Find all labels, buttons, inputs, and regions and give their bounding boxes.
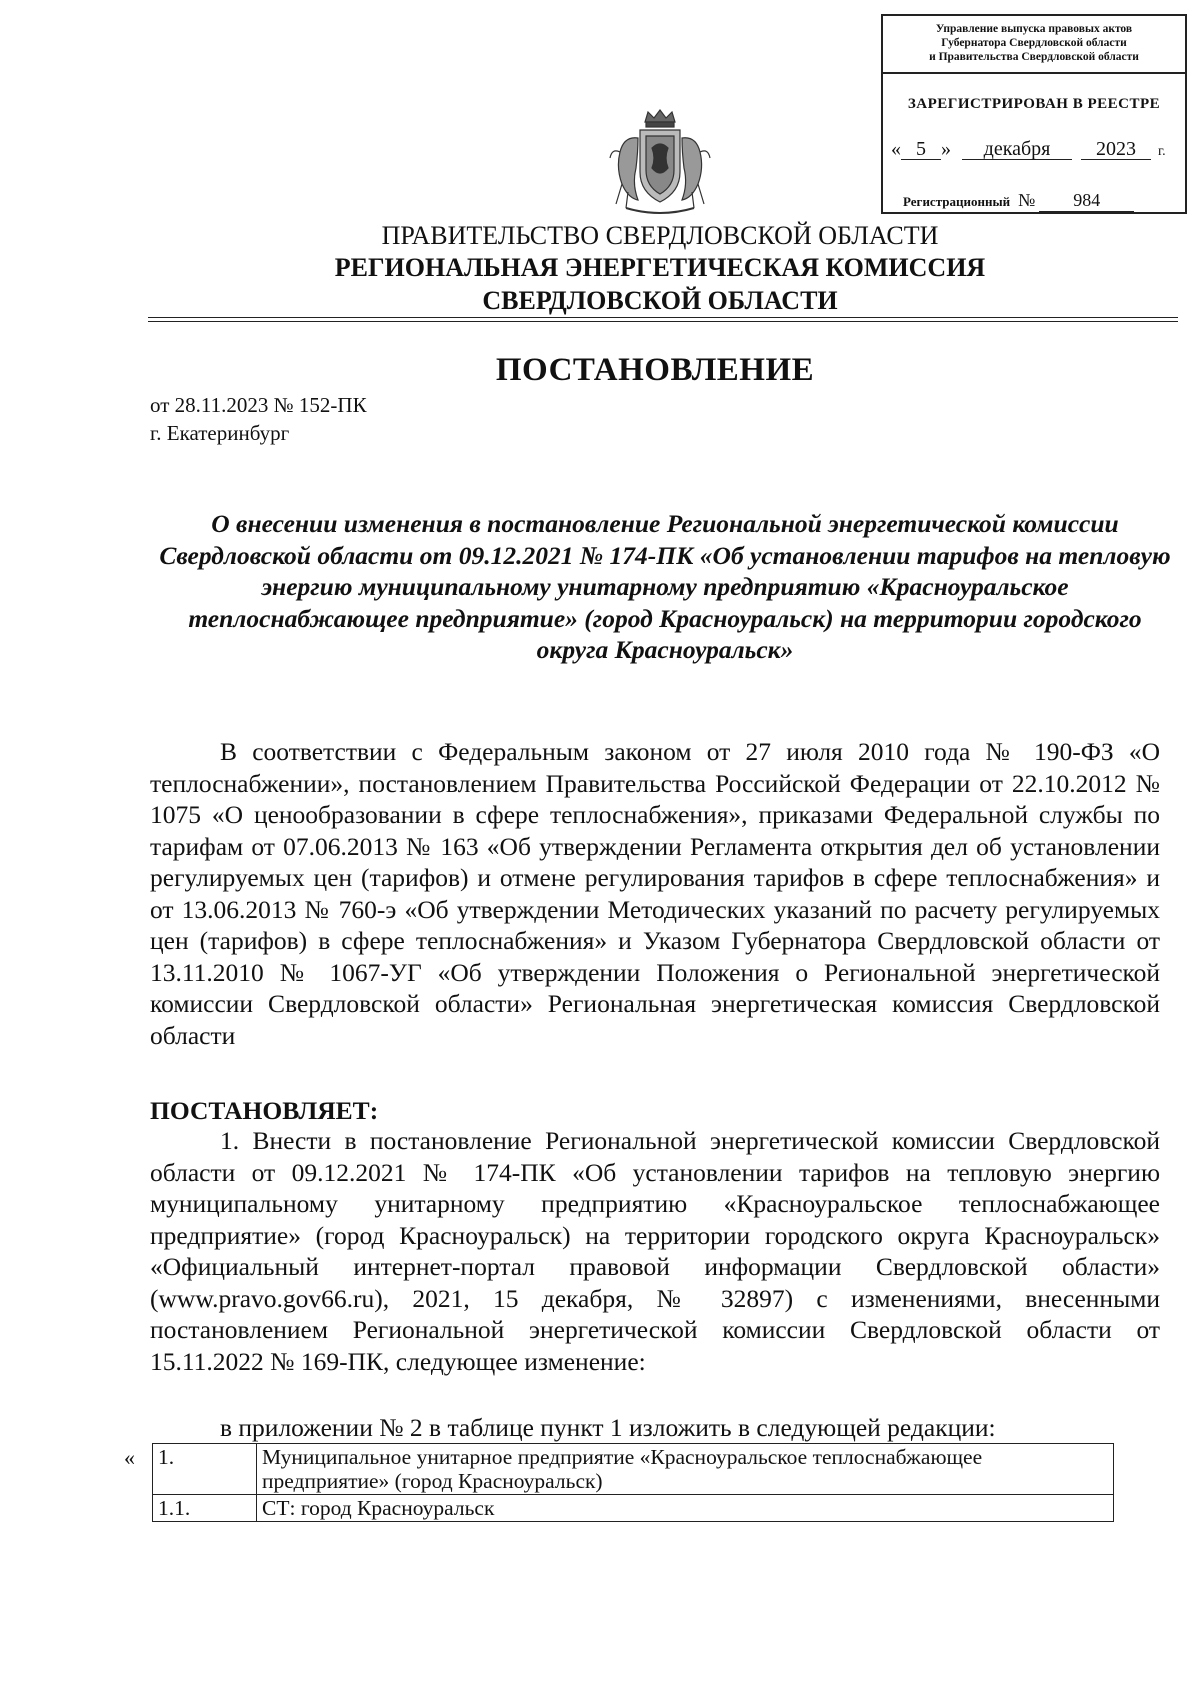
stamp-date-year: 2023 bbox=[1081, 139, 1151, 160]
registration-stamp bbox=[881, 14, 1187, 214]
stamp-registration-number bbox=[903, 190, 1134, 212]
stamp-date-open-quote: « bbox=[891, 138, 901, 160]
stamp-header-line: и Правительства Свердловской области bbox=[929, 51, 1139, 63]
stamp-date-suffix: г. bbox=[1158, 144, 1166, 159]
document-title: О внесении изменения в постановление Региональной энергетической комиссии Свердловской области от 09.12.2021 № 174-ПК «Об установлении тарифов на тепловую энергию муниципальному унитарному предприятию «Красноуральское теплоснабжающее предприятие» (город Красноуральск) на территории городского округа Красноуральск» bbox=[159, 509, 1171, 664]
stamp-reg-number: 984 bbox=[1039, 190, 1134, 212]
table-row bbox=[153, 1495, 1114, 1522]
stamp-registered-label: ЗАРЕГИСТРИРОВАН В РЕЕСТРЕ bbox=[907, 96, 1161, 112]
table-cell-text: СТ: город Красноуральск bbox=[257, 1495, 1114, 1522]
stamp-date bbox=[891, 138, 1166, 161]
decree-word: ПОСТАНОВЛЯЕТ: bbox=[150, 1096, 379, 1125]
table-open-quote: « bbox=[124, 1445, 135, 1470]
header-divider bbox=[148, 317, 1178, 318]
org-name-line1: ПРАВИТЕЛЬСТВО СВЕРДЛОВСКОЙ ОБЛАСТИ bbox=[381, 221, 939, 250]
stamp-divider bbox=[883, 72, 1185, 74]
stamp-date-close-quote: » bbox=[941, 138, 951, 160]
stamp-header-line: Губернатора Свердловской области bbox=[941, 37, 1127, 49]
stamp-reg-label: Регистрационный bbox=[903, 194, 1011, 209]
item-1-subparagraph: в приложении № 2 в таблице пункт 1 изложить в следующей редакции: bbox=[220, 1413, 996, 1442]
tariff-table bbox=[152, 1443, 1114, 1522]
org-name-line2: РЕГИОНАЛЬНАЯ ЭНЕРГЕТИЧЕСКАЯ КОМИССИЯ bbox=[334, 253, 986, 282]
table-cell-number: 1. bbox=[153, 1444, 257, 1495]
stamp-header-line: Управление выпуска правовых актов bbox=[935, 23, 1133, 35]
table-cell-number: 1.1. bbox=[153, 1495, 257, 1522]
sverdlovsk-coat-of-arms-icon bbox=[590, 108, 730, 216]
header-divider-thin bbox=[148, 321, 1178, 322]
document-number: от 28.11.2023 № 152-ПК bbox=[150, 393, 367, 417]
stamp-date-day: 5 bbox=[901, 139, 941, 160]
table-row bbox=[153, 1444, 1114, 1495]
table-cell-text: Муниципальное унитарное предприятие «Красноуральское теплоснабжающее предприятие» (город Красноуральск) bbox=[257, 1444, 1114, 1495]
document-city: г. Екатеринбург bbox=[150, 421, 290, 445]
preamble-paragraph: В соответствии с Федеральным законом от 27 июля 2010 года № 190-ФЗ «О теплоснабжении», постановлением Правительства Российской Федерации от 22.10.2012 № 1075 «О ценообразовании в сфере теплоснабжения», приказами Федеральной службы по тарифам от 07.06.2013 № 163 «Об утверждении Регламента открытия дел об установлении регулируемых цен (тарифов) и отмене регулирования тарифов в сфере теплоснабжения» и от 13.06.2013 № 760-э «Об утверждении Методических указаний по расчету регулируемых цен (тарифов) в сфере теплоснабжения» и Указом Губернатора Свердловской области от 13.11.2010 № 1067-УГ «Об утверждении Положения о Региональной энергетической комиссии Свердловской области» Региональная энергетическая комиссия Свердловской области bbox=[150, 737, 1160, 1050]
item-1-paragraph: 1. Внести в постановление Региональной энергетической комиссии Свердловской области от 09.12.2021 № 174-ПК «Об установлении тарифов на тепловую энергию муниципальному унитарному предприятию «Красноуральское теплоснабжающее предприятие» (город Красноуральск) на территории городского округа Красноуральск» «Официальный интернет-портал правовой информации Свердловской области» (www.pravo.gov66.ru), 2021, 15 декабря, № 32897) с изменениями, внесенными постановлением Региональной энергетической комиссии Свердловской области от 15.11.2022 № 169-ПК, следующее изменение: bbox=[150, 1126, 1160, 1376]
stamp-header bbox=[883, 16, 1185, 70]
stamp-reg-symbol: № bbox=[1018, 190, 1036, 210]
document-type: ПОСТАНОВЛЕНИЕ bbox=[495, 352, 815, 388]
stamp-date-month: декабря bbox=[962, 139, 1072, 160]
org-name-line3: СВЕРДЛОВСКОЙ ОБЛАСТИ bbox=[482, 286, 838, 315]
